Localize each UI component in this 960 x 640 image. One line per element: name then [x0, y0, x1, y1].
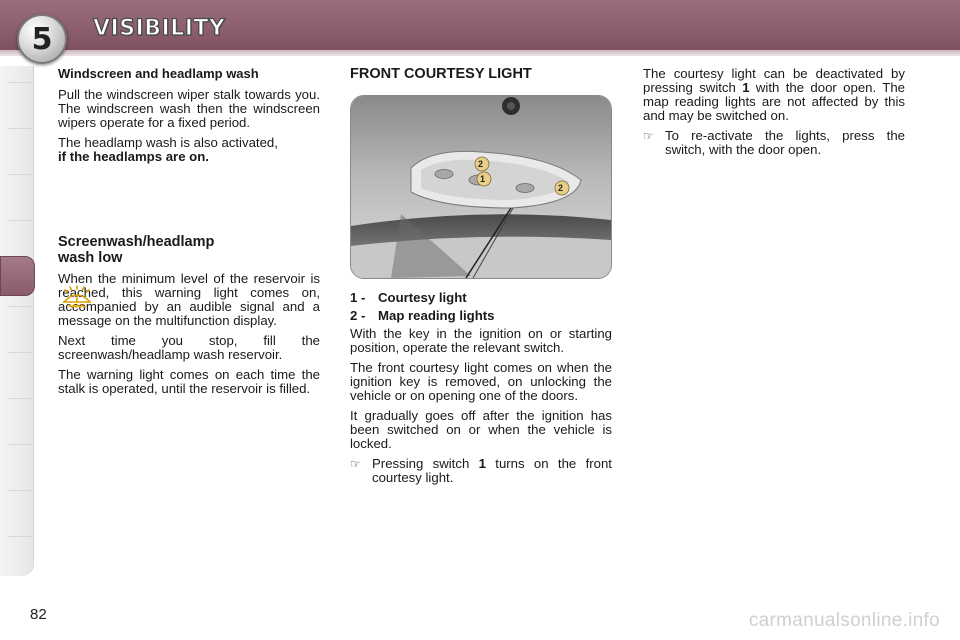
paragraph-bold: if the headlamps are on. — [58, 149, 209, 164]
column-right — [643, 67, 905, 163]
courtesy-light-photo — [350, 95, 612, 279]
header-stripe — [0, 50, 960, 56]
paragraph — [58, 136, 320, 164]
legend-label: Map reading lights — [378, 308, 495, 323]
watermark: carmanualsonline.info — [748, 610, 940, 631]
legend-item — [350, 309, 612, 323]
bullet-text-part: turns on the front courtesy light. — [372, 456, 612, 485]
paragraph-text: with the door open. The map reading lights are not affected by this and may be switched on. — [643, 80, 905, 123]
bullet-item — [643, 129, 905, 157]
chapter-tab[interactable] — [8, 352, 32, 400]
pointing-hand-icon: ☞ — [350, 457, 361, 471]
paragraph: It gradually goes off after the ignition has been switched on or when the vehicle is locked. — [350, 408, 612, 451]
bullet-text-part: Pressing switch — [372, 456, 470, 471]
paragraph-text: The courtesy light can be deactivated by pressing switch — [643, 66, 905, 95]
column-left — [58, 67, 320, 402]
photo-callout-1: 1 — [480, 174, 486, 184]
screenwash-warning-icon — [60, 282, 94, 312]
chapter-tab[interactable] — [8, 174, 32, 222]
legend-label: Courtesy light — [378, 290, 467, 305]
pointing-hand-icon: ☞ — [643, 129, 654, 143]
chapter-number-badge: 5 — [17, 14, 67, 64]
chapter-tabs — [0, 66, 34, 576]
chapter-tab[interactable] — [8, 82, 32, 130]
legend-number: 2 - — [350, 308, 366, 323]
bullet-item — [350, 457, 612, 485]
paragraph: With the key in the ignition on or starting position, operate the relevant switch. — [350, 326, 612, 355]
paragraph: The front courtesy light comes on when the ignition key is removed, on unlocking the vehicle or on opening one of the doors. — [350, 360, 612, 403]
paragraph: When the minimum level of the reservoir is reached, this warning light comes on, accompanied by an audible signal and a message on the multifunction display. — [58, 271, 320, 328]
legend-number: 1 - — [350, 290, 366, 305]
section-heading-low — [58, 234, 320, 266]
paragraph: Next time you stop, fill the screenwash/headlamp wash reservoir. — [58, 333, 320, 362]
switch-number: 1 — [478, 456, 486, 471]
bullet-text: To re-activate the lights, press the switch, with the door open. — [665, 128, 905, 157]
paragraph: Pull the windscreen wiper stalk towards you. The windscreen wash then the windscreen wipers operate for a fixed period. — [58, 87, 320, 130]
page-number: 82 — [30, 606, 47, 623]
paragraph — [643, 67, 905, 123]
chapter-tab[interactable] — [8, 490, 32, 538]
paragraph-text: The headlamp wash is also activated, — [58, 135, 278, 150]
warning-block — [58, 272, 320, 328]
photo-callout-2: 2 — [478, 159, 484, 169]
switch-number: 1 — [742, 80, 750, 95]
column-middle — [350, 67, 612, 491]
chapter-tab[interactable] — [8, 398, 32, 446]
chapter-tab[interactable] — [8, 306, 32, 354]
bullet-text — [372, 457, 612, 485]
chapter-title: VISIBILITY — [93, 16, 226, 41]
chapter-tab-active[interactable] — [0, 256, 35, 296]
section-heading-courtesy: FRONT COURTESY LIGHT — [350, 66, 532, 82]
chapter-tab[interactable] — [8, 536, 32, 584]
chapter-tab[interactable] — [8, 444, 32, 492]
heading-line: wash low — [58, 250, 123, 266]
chapter-tab[interactable] — [8, 128, 32, 176]
section-heading-wash: Windscreen and headlamp wash — [58, 66, 259, 81]
photo-callout-2: 2 — [558, 183, 564, 193]
paragraph: The warning light comes on each time the stalk is operated, until the reservoir is filled. — [58, 367, 320, 396]
legend-item — [350, 291, 612, 305]
courtesy-light-illustration — [351, 96, 611, 278]
heading-line: Screenwash/headlamp — [58, 234, 215, 250]
